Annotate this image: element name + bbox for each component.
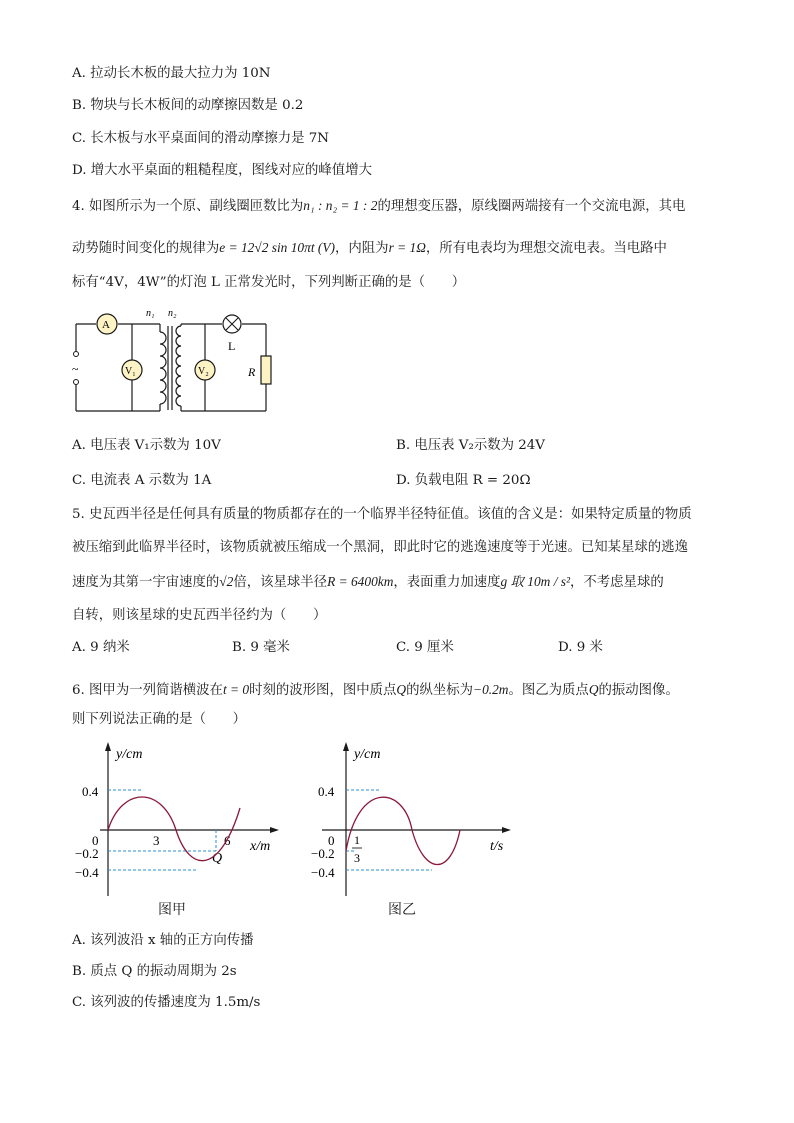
ac-source-symbol: ~ <box>72 362 79 376</box>
q6-point-q: Q <box>588 682 599 697</box>
q5-option-d: D. 9 米 <box>558 640 603 655</box>
q5-text: 倍，该星球半径 <box>233 575 328 590</box>
q5-stem-line3 <box>72 572 664 593</box>
q4-option-d: D. 负载电阻 R = 20Ω <box>396 473 531 488</box>
voltmeter-v2-label: V₂ <box>198 366 209 377</box>
q6-point-q: Q <box>396 682 407 697</box>
q5-radius: R = 6400km <box>327 574 394 589</box>
q4-text: 4. 如图所示为一个原、副线圈匝数比为 <box>72 199 304 214</box>
resistor-icon <box>261 356 271 384</box>
wave-graph-jia <box>70 738 290 898</box>
transformer-circuit-diagram <box>66 304 276 416</box>
jia-x-axis-label: x/m <box>250 839 271 854</box>
q4-option-a: A. 电压表 V₁示数为 10V <box>72 438 221 453</box>
q5-stem-line4: 自转，则该星球的史瓦西半径约为（ ） <box>72 608 327 623</box>
q6-text: 6. 图甲为一列简谐横波在 <box>72 683 223 698</box>
q5-text: 速度为其第一宇宙速度的 <box>72 575 220 590</box>
jia-tick-3: 3 <box>153 833 160 848</box>
q4-text: ，所有电表均为理想交流电表。当电路中 <box>425 241 667 256</box>
vibration-graph-yi <box>300 738 520 898</box>
yi-vibration-curve <box>346 797 460 864</box>
q5-gravity: g 取 10m / s² <box>500 574 570 589</box>
q4-text: ，内阻为 <box>335 241 389 256</box>
q5-option-c: C. 9 厘米 <box>396 640 454 655</box>
q6-option-c: C. 该列波的传播速度为 1.5m/s <box>72 995 261 1010</box>
yi-tick-numerator: 1 <box>354 833 360 847</box>
q4-option-c: C. 电流表 A 示数为 1A <box>72 473 212 488</box>
q5-option-b: B. 9 毫米 <box>232 640 290 655</box>
jia-tick-0: 0 <box>92 833 99 848</box>
q5-option-a: A. 9 纳米 <box>72 640 130 655</box>
ammeter-label: A <box>102 319 110 331</box>
yi-x-axis-label: t/s <box>490 839 504 854</box>
yi-tick-0: 0 <box>328 833 335 848</box>
q6-text: 的振动图像。 <box>598 683 679 698</box>
q4-option-b: B. 电压表 V₂示数为 24V <box>396 438 545 453</box>
q4-text: 的理想变压器，原线圈两端接有一个交流电源，其电 <box>377 199 686 214</box>
q4-stem-line1 <box>72 196 685 217</box>
q4-stem-line2 <box>72 238 667 259</box>
q4-turns-ratio: n₁ : n₂ = 1 : 2 <box>303 198 378 213</box>
jia-y-axis-label: y/cm <box>116 747 143 762</box>
q5-stem-line2: 被压缩到此临界半径时，该物质就被压缩成一个黑洞，即此时它的逃逸速度等于光速。已知某星球的逃逸 <box>72 540 688 555</box>
q5-sqrt2: √2 <box>219 574 234 589</box>
yi-tick-0.4: 0.4 <box>318 784 335 799</box>
yi-y-axis-label: y/cm <box>354 747 381 762</box>
q6-option-b: B. 质点 Q 的振动周期为 2s <box>72 964 237 979</box>
q3-option-b: B. 物块与长木板间的动摩擦因数是 0.2 <box>72 98 304 113</box>
yi-tick-denominator: 3 <box>354 851 360 865</box>
q5-stem-line1: 5. 史瓦西半径是任何具有质量的物质都存在的一个临界半径特征值。该值的含义是：如果特定质量的物质 <box>72 507 692 522</box>
q3-option-d: D. 增大水平桌面的粗糙程度，图线对应的峰值增大 <box>72 163 372 178</box>
jia-tick-neg0.4: −0.4 <box>75 865 99 880</box>
jia-tick-neg0.2: −0.2 <box>75 846 99 861</box>
q6-text: 的纵坐标为 <box>406 683 474 698</box>
jia-tick-6: 6 <box>224 833 231 848</box>
q6-text: 时刻的波形图，图中质点 <box>249 683 397 698</box>
jia-tick-0.4: 0.4 <box>82 784 99 799</box>
q6-text: 。图乙为质点 <box>508 683 589 698</box>
q4-internal-resistance: r = 1Ω <box>388 240 426 255</box>
q6-time: t = 0 <box>222 682 250 697</box>
jia-point-q-label: Q <box>212 851 223 866</box>
q6-stem-line1 <box>72 680 679 701</box>
q4-stem-line3: 标有“4V，4W”的灯泡 L 正常发光时，下列判断正确的是（ ） <box>72 275 466 290</box>
q5-text: ，表面重力加速度 <box>393 575 501 590</box>
q6-option-a: A. 该列波沿 x 轴的正方向传播 <box>72 933 254 948</box>
q3-option-a: A. 拉动长木板的最大拉力为 10N <box>72 66 271 81</box>
resistor-label: R <box>248 365 256 379</box>
n1-label: n₁ <box>146 308 155 319</box>
q5-text: ，不考虑星球的 <box>570 575 664 590</box>
yi-tick-neg0.2: −0.2 <box>311 846 335 861</box>
q6-q-coordinate: −0.2m <box>473 682 509 697</box>
yi-tick-neg0.4: −0.4 <box>311 865 335 880</box>
q4-text: 动势随时间变化的规律为 <box>72 241 220 256</box>
q6-stem-line2: 则下列说法正确的是（ ） <box>72 712 247 727</box>
n2-label: n₂ <box>168 308 177 319</box>
graph-jia-caption: 图甲 <box>158 902 186 918</box>
voltmeter-v1-label: V₁ <box>125 366 136 377</box>
q3-option-c: C. 长木板与水平桌面间的滑动摩擦力是 7N <box>72 131 330 146</box>
graph-yi-caption: 图乙 <box>388 902 416 918</box>
lamp-label: L <box>228 339 236 353</box>
q4-emf-formula: e = 12√2 sin 10πt (V) <box>219 240 335 255</box>
